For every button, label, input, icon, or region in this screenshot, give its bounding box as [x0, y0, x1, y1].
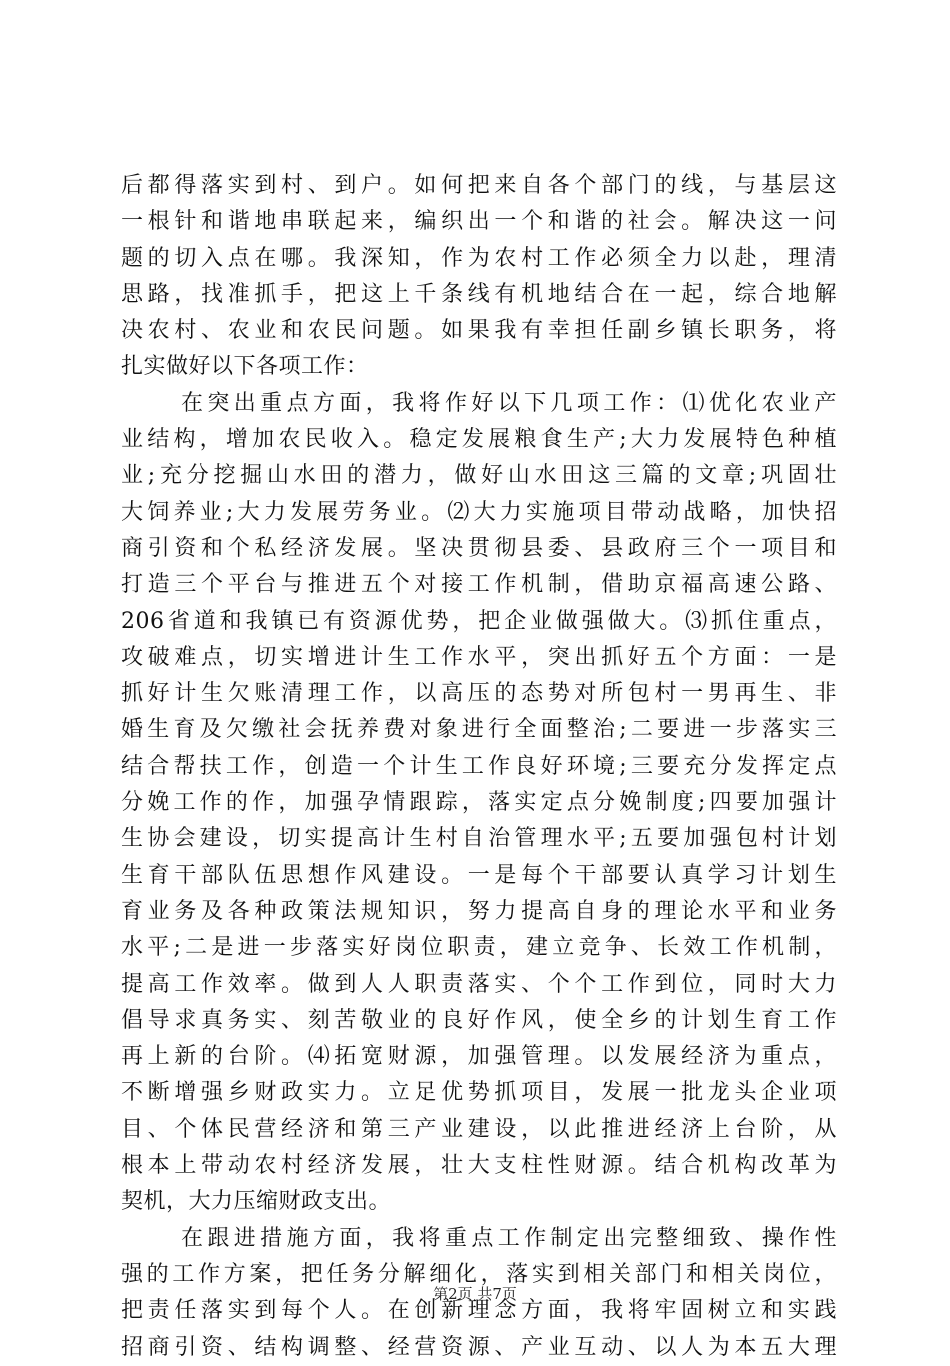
text-line: 倡导求真务实、刻苦敬业的良好作风，使全乡的计划生育工作 [121, 1007, 837, 1033]
text-line: 根本上带动农村经济发展，壮大支柱性财源。结合机构改革为 [121, 1153, 837, 1179]
text-line: 后都得落实到村、到户。如何把来自各个部门的线，与基层这 [121, 173, 837, 198]
text-line: 招商引资、结构调整、经营资源、产业互动、以人为本五大理 [121, 1334, 837, 1360]
text-line: 生协会建设，切实提高计生村自治管理水平;五要加强包村计划 [121, 826, 837, 852]
paragraph-first-line: 在跟进措施方面，我将重点工作制定出完整细致、操作性 [181, 1225, 837, 1251]
text-line: 不断增强乡财政实力。立足优势抓项目，发展一批龙头企业项 [121, 1080, 837, 1106]
text-line: 206省道和我镇已有资源优势，把企业做强做大。⑶抓住重点， [121, 608, 837, 634]
page-number-footer: 第2页 共7页 [433, 1285, 517, 1303]
text-line: 抓好计生欠账清理工作，以高压的态势对所包村一男再生、非 [121, 681, 837, 707]
text-line: 业;充分挖掘山水田的潜力，做好山水田这三篇的文章;巩固壮 [121, 463, 837, 489]
text-line: 婚生育及欠缴社会抚养费对象进行全面整治;二要进一步落实三 [121, 717, 837, 743]
text-line: 商引资和个私经济发展。坚决贯彻县委、县政府三个一项目和 [121, 535, 837, 561]
text-line: 攻破难点，切实增进计生工作水平，突出抓好五个方面：一是 [121, 644, 837, 670]
text-line: 契机，大力压缩财政支出。 [121, 1189, 392, 1215]
text-line: 提高工作效率。做到人人职责落实、个个工作到位，同时大力 [121, 971, 837, 997]
text-line: 决农村、农业和农民问题。如果我有幸担任副乡镇长职务，将 [121, 318, 837, 344]
text-line: 题的切入点在哪。我深知，作为农村工作必须全力以赴，理清 [121, 245, 837, 271]
text-line: 一根针和谐地串联起来，编织出一个和谐的社会。解决这一问 [121, 209, 837, 235]
text-line: 扎实做好以下各项工作： [121, 354, 369, 380]
text-line: 结合帮扶工作，创造一个计生工作良好环境;三要充分发挥定点 [121, 753, 837, 779]
text-line: 打造三个平台与推进五个对接工作机制，借助京福高速公路、 [121, 572, 837, 598]
paragraph-first-line: 在突出重点方面，我将作好以下几项工作：⑴优化农业产 [181, 390, 837, 416]
text-line: 再上新的台阶。⑷拓宽财源，加强管理。以发展经济为重点， [121, 1044, 837, 1070]
text-line: 思路，找准抓手，把这上千条线有机地结合在一起，综合地解 [121, 281, 837, 307]
document-body [121, 168, 837, 1366]
text-line: 水平;二是进一步落实好岗位职责，建立竞争、长效工作机制， [121, 935, 837, 961]
text-line: 育业务及各种政策法规知识，努力提高自身的理论水平和业务 [121, 898, 837, 924]
text-line: 大饲养业;大力发展劳务业。⑵大力实施项目带动战略，加快招 [121, 499, 837, 525]
text-line: 生育干部队伍思想作风建设。一是每个干部要认真学习计划生 [121, 862, 837, 888]
text-line: 业结构，增加农民收入。稳定发展粮食生产;大力发展特色种植 [121, 427, 837, 453]
text-line: 强的工作方案，把任务分解细化，落实到相关部门和相关岗位， [121, 1261, 837, 1287]
text-line: 目、个体民营经济和第三产业建设，以此推进经济上台阶，从 [121, 1116, 837, 1142]
text-line: 分娩工作的作，加强孕情跟踪，落实定点分娩制度;四要加强计 [121, 790, 837, 816]
text-line: 把责任落实到每个人。在创新理念方面，我将牢固树立和实践 [121, 1298, 837, 1324]
